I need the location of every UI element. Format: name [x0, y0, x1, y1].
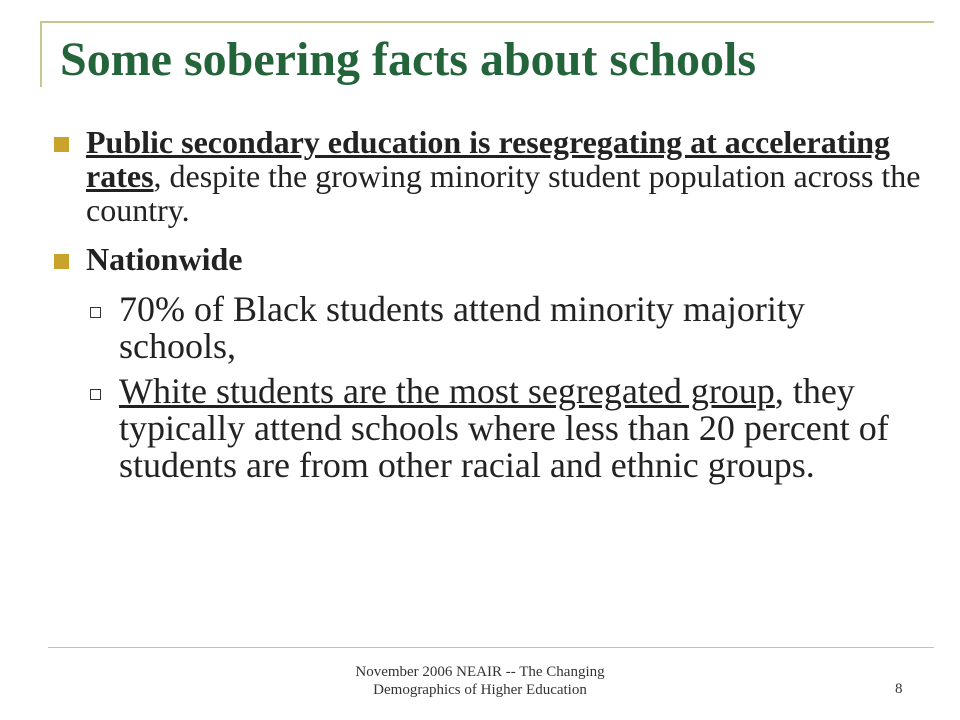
frame-top-rule	[40, 21, 934, 23]
page-number: 8	[895, 681, 903, 697]
footer-rule	[48, 647, 934, 648]
slide-title: Some sobering facts about schools	[60, 33, 757, 86]
sub-bullet-item	[54, 373, 924, 484]
bullet-emphasis: Public secondary education is resegregating at accelerating rates	[86, 124, 891, 194]
hollow-square-bullet-icon	[90, 307, 101, 318]
bullet-text	[86, 125, 924, 227]
footer-line-2: Demographics of Higher Education	[373, 682, 587, 698]
footer-line-1: November 2006 NEAIR -- The Changing	[355, 664, 605, 680]
bullet-rest: , despite the growing minority student population across the country.	[86, 158, 921, 228]
bullet-item	[54, 242, 924, 276]
sub-bullet-item	[54, 291, 924, 365]
square-bullet-icon	[54, 137, 69, 152]
bullet-item	[54, 125, 924, 227]
sub-bullet-text: 70% of Black students attend minority majority schools,	[119, 289, 805, 366]
sub-bullet-emphasis: White students are the most segregated group	[119, 371, 775, 411]
sub-bullet-rest: , they typically attend schools where less than 20 percent of students are from other racial and ethnic groups.	[119, 371, 889, 485]
frame-left-rule	[40, 21, 42, 87]
footer-text	[230, 663, 730, 699]
bullet-label: Nationwide	[86, 241, 243, 277]
sub-bullet-text	[119, 371, 889, 485]
square-bullet-icon	[54, 254, 69, 269]
hollow-square-bullet-icon	[90, 389, 101, 400]
slide-body	[54, 125, 924, 492]
